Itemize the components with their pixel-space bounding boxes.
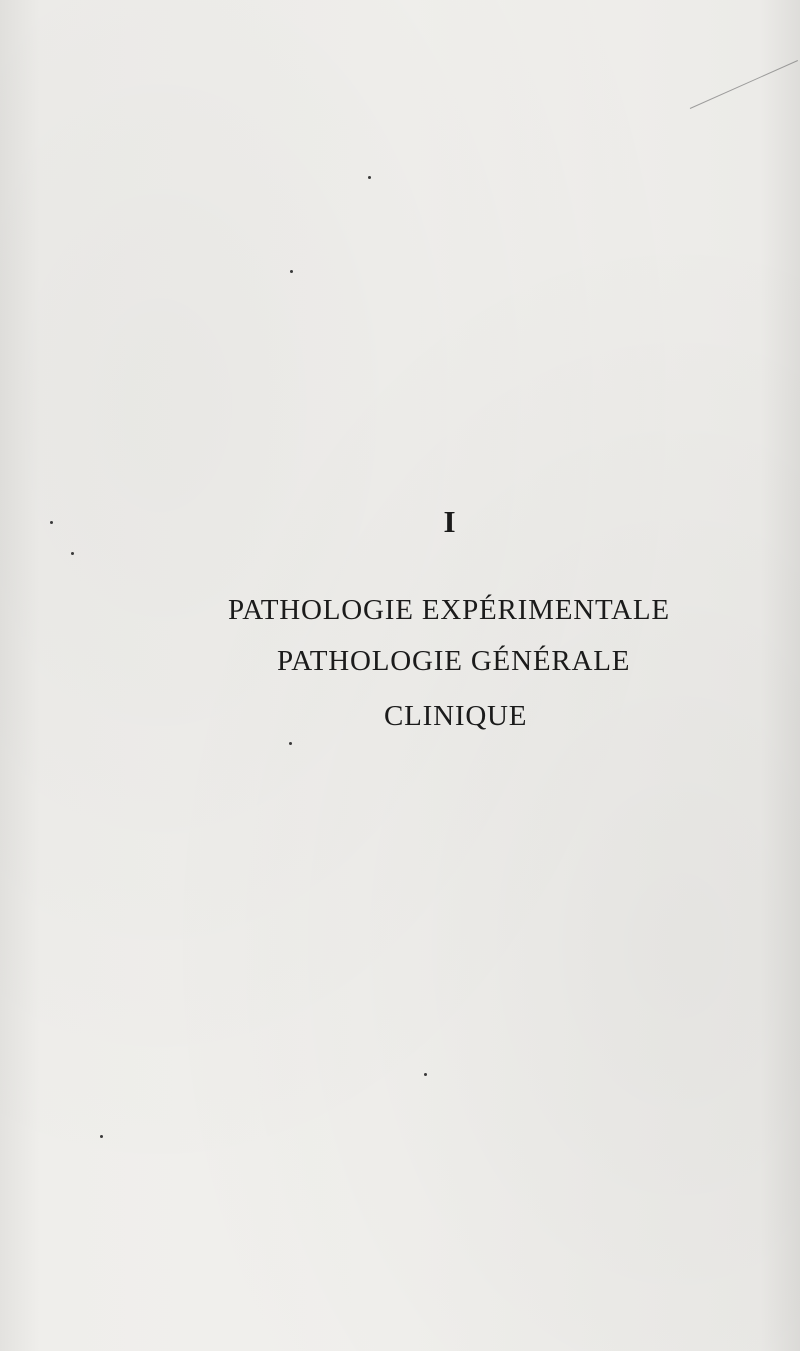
paper-speck [289,742,292,745]
title-line-experimental-pathology: PATHOLOGIE EXPÉRIMENTALE [228,594,670,626]
title-line-clinical: CLINIQUE [384,700,528,732]
paper-speck [71,552,74,555]
paper-speck [290,270,293,273]
paper-speck [100,1135,103,1138]
paper-scratch-mark [690,60,798,109]
section-number: I [443,504,457,539]
paper-speck [368,176,371,179]
title-line-general-pathology: PATHOLOGIE GÉNÉRALE [277,645,631,677]
paper-speck [424,1073,427,1076]
